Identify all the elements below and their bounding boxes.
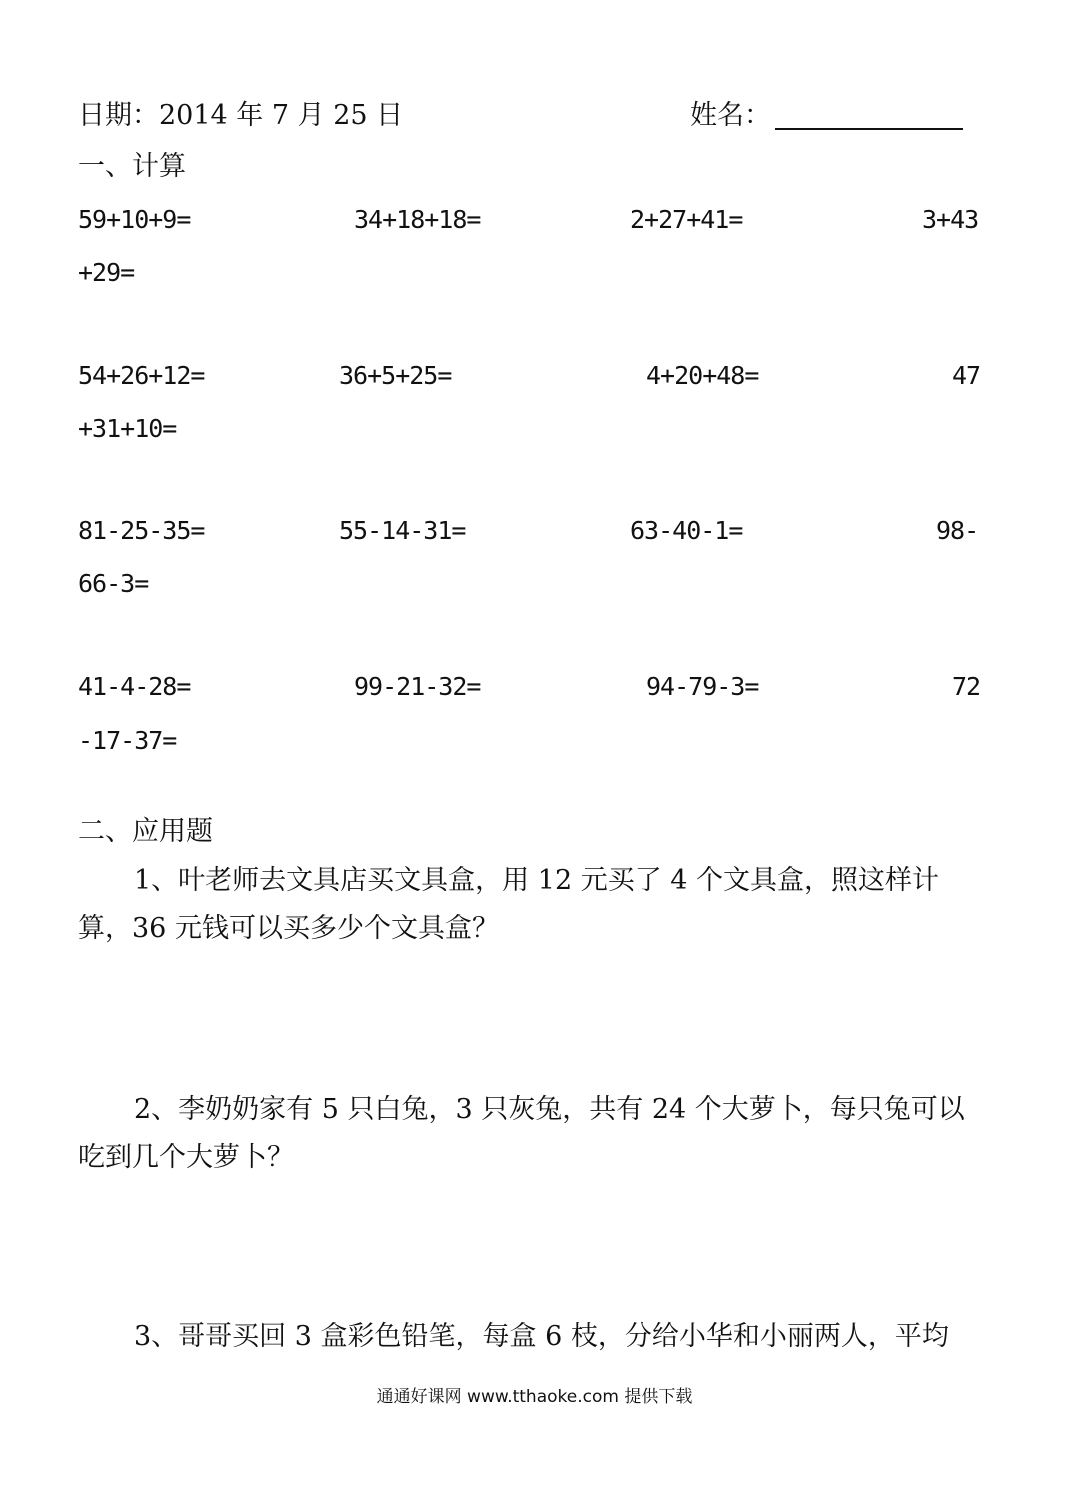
name-blank-line [775, 128, 963, 130]
equation-item: 34+18+18= [354, 205, 481, 234]
equation-continuation: -17-37= [78, 726, 177, 755]
equation-item: 54+26+12= [78, 361, 205, 390]
equation-item: 55-14-31= [339, 516, 466, 545]
equation-continuation: +29= [78, 258, 135, 287]
equation-item: 2+27+41= [630, 205, 743, 234]
footer-source: 通通好课网 www.tthaoke.com 提供下载 [376, 1387, 693, 1407]
equation-item: 98- [936, 516, 979, 545]
equation-item: 47 [952, 361, 981, 390]
equation-item: 41-4-28= [78, 672, 191, 701]
section-title-calculation: 一、计算 [78, 151, 186, 182]
equation-item: 94-79-3= [646, 672, 759, 701]
equation-item: 99-21-32= [354, 672, 481, 701]
equation-continuation: +31+10= [78, 414, 177, 443]
word-problem-line: 吃到几个大萝卜？ [78, 1142, 294, 1173]
word-problem-2 [78, 1086, 993, 1182]
equation-item: 63-40-1= [630, 516, 743, 545]
date-label: 日期：2014 年 7 月 25 日 [78, 100, 404, 131]
word-problem-line: 3、哥哥买回 3 盒彩色铅笔，每盒 6 枝，分给小华和小丽两人，平均 [134, 1321, 949, 1352]
equation-item: 81-25-35= [78, 516, 205, 545]
equation-item: 36+5+25= [339, 361, 452, 390]
equation-item: 4+20+48= [646, 361, 759, 390]
equation-item: 72 [952, 672, 981, 701]
word-problem-line: 2、李奶奶家有 5 只白兔，3 只灰兔，共有 24 个大萝卜，每只兔可以 [134, 1094, 965, 1125]
section-title-word-problems: 二、应用题 [78, 816, 213, 847]
word-problem-line: 算，36 元钱可以买多少个文具盒？ [78, 913, 499, 944]
equation-item: 59+10+9= [78, 205, 191, 234]
equation-continuation: 66-3= [78, 569, 149, 598]
name-label: 姓名： [690, 100, 771, 131]
word-problem-line: 1、叶老师去文具店买文具盒，用 12 元买了 4 个文具盒，照这样计 [134, 865, 940, 896]
equation-item: 3+43 [922, 205, 979, 234]
word-problem-3 [78, 1313, 993, 1361]
word-problem-1 [78, 857, 993, 953]
